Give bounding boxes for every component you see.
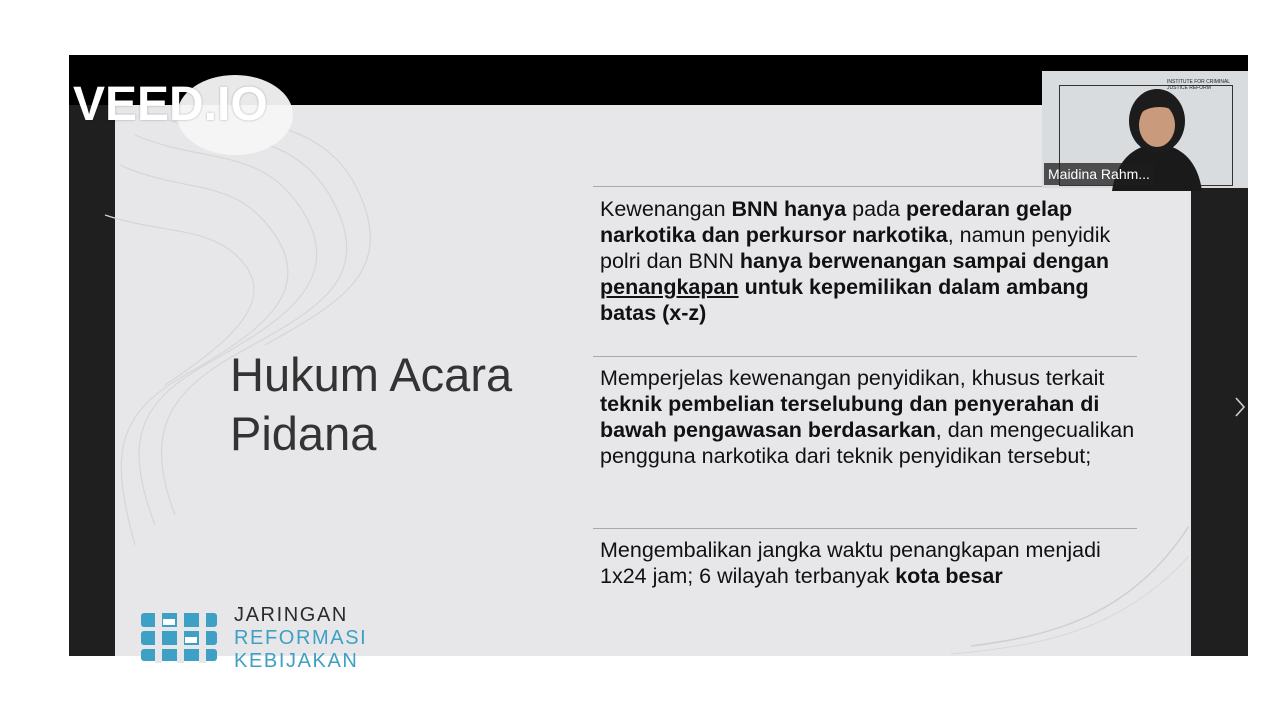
slide-text-block-1 bbox=[600, 196, 1140, 326]
text-segment: peredaran gelap narkotika dan perkursor narkotika bbox=[600, 197, 1073, 247]
text-segment: hanya berwenangan sampai dengan bbox=[739, 249, 1110, 273]
logo-text-line-3: KEBIJAKAN bbox=[234, 650, 359, 672]
text-segment: Memperjelas kewenangan penyidikan, khusus terkait bbox=[600, 366, 1105, 390]
screen-share-viewer bbox=[69, 55, 1248, 672]
logo-text-line-1: JARINGAN bbox=[234, 604, 348, 626]
text-segment: BNN hanya bbox=[731, 197, 847, 221]
slide-text-block-2 bbox=[600, 365, 1140, 469]
jrk-logo-icon bbox=[137, 605, 221, 665]
text-segment: penangkapan bbox=[600, 275, 739, 299]
cam-badge-text: INSTITUTE FOR CRIMINAL JUSTICE REFORM bbox=[1167, 79, 1230, 91]
logo-text-line-2: REFORMASI bbox=[234, 627, 368, 649]
text-segment: pada bbox=[846, 197, 906, 221]
divider-rule bbox=[593, 356, 1137, 357]
participant-name-label: Maidina Rahm... bbox=[1044, 163, 1154, 185]
text-segment: untuk kepemilikan dalam ambang batas (x-z) bbox=[600, 275, 1089, 325]
text-segment: Mengembalikan jangka waktu penangkapan menjadi 1x24 jam; 6 wilayah terbanyak bbox=[600, 538, 1101, 588]
slide-text-block-3 bbox=[600, 537, 1140, 589]
jrk-logo bbox=[137, 599, 377, 672]
text-segment: teknik pembelian terselubung dan penyerahan di bawah pengawasan berdasarkan bbox=[600, 392, 1100, 442]
divider-rule bbox=[593, 528, 1137, 529]
presentation-slide bbox=[115, 105, 1191, 672]
text-segment: Kewenangan bbox=[600, 197, 732, 221]
text-segment: , namun penyidik polri dan BNN bbox=[600, 223, 1111, 273]
veed-watermark: VEED.IO bbox=[73, 78, 268, 131]
text-segment: kota besar bbox=[895, 564, 1003, 588]
participant-video-thumbnail[interactable] bbox=[1042, 71, 1248, 188]
slide-title: Hukum Acara Pidana bbox=[230, 348, 513, 460]
chevron-right-icon[interactable] bbox=[1232, 392, 1248, 422]
text-segment: , dan mengecualikan pengguna narkotika dari teknik penyidikan tersebut; bbox=[600, 418, 1135, 468]
